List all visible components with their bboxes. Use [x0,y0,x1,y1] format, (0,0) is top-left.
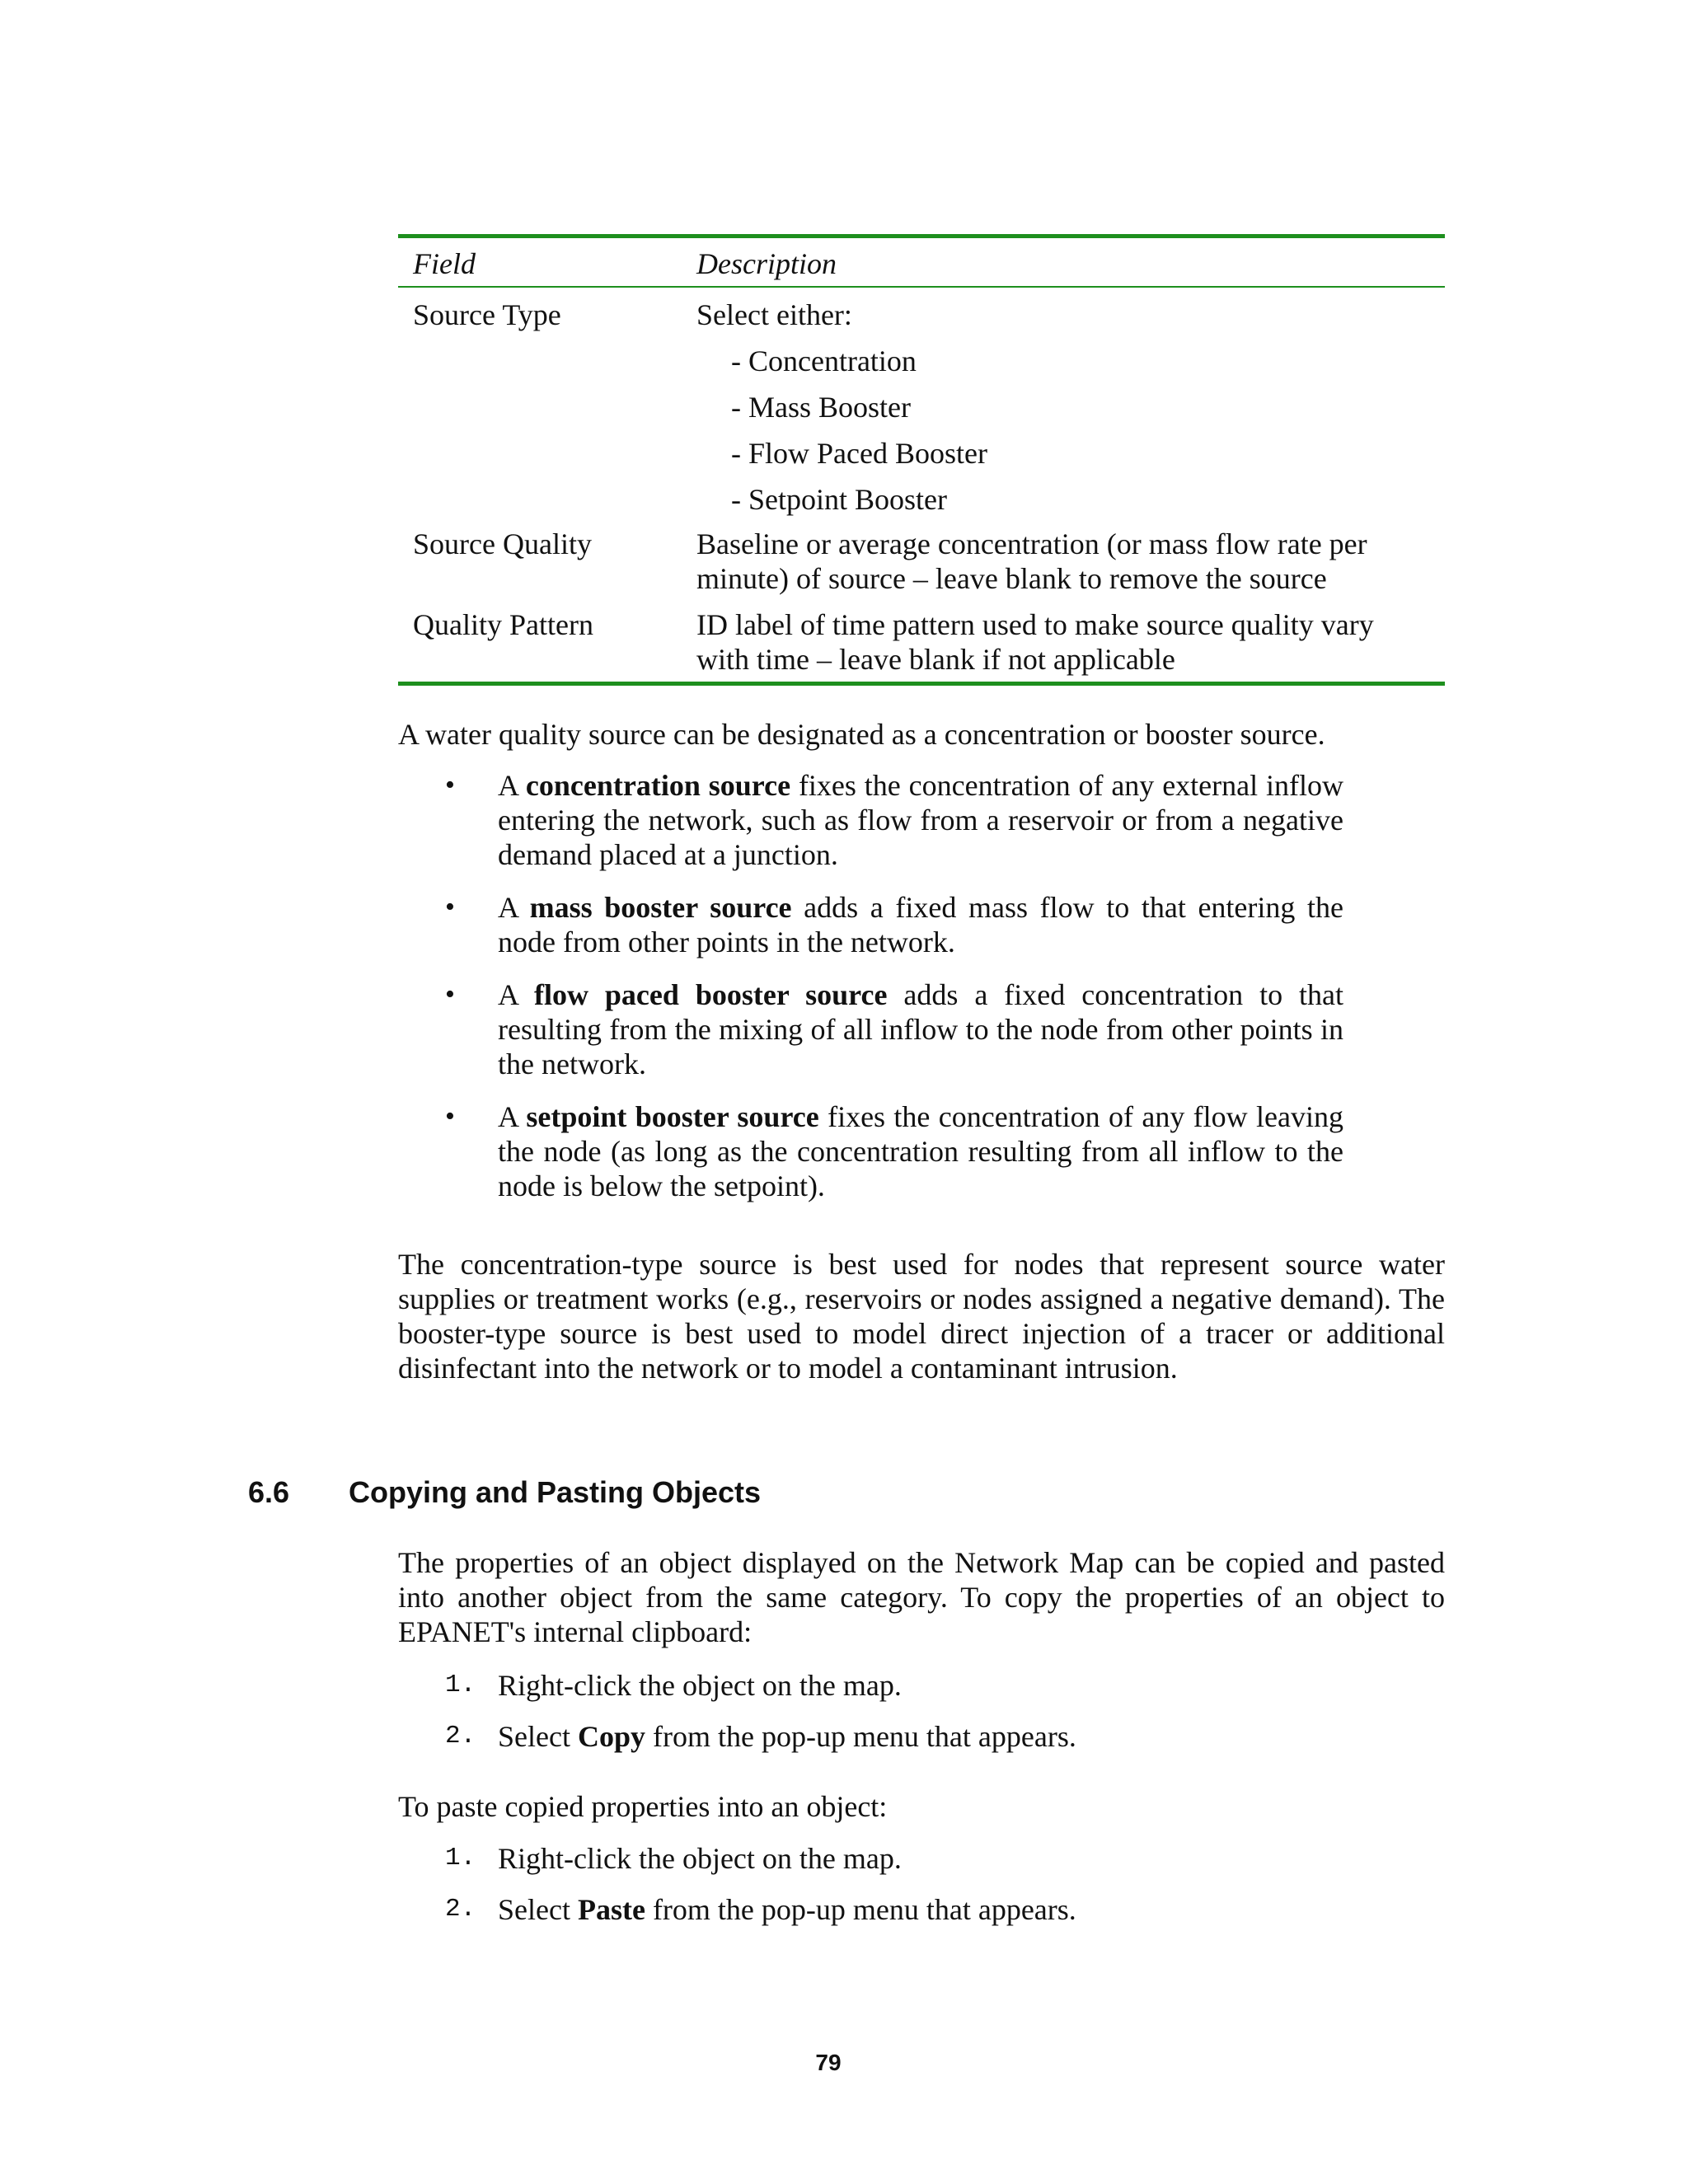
list-item [445,977,1343,1081]
list-item [445,768,1343,872]
source-type-intro: Select either: [696,298,852,331]
bullet-lead: A [498,978,534,1011]
table-bottom-rule [398,682,1445,686]
option-concentration: - Concentration [731,344,917,377]
step-number: 1. [445,1671,476,1699]
table-header-row [398,238,1445,288]
row-description-quality-pattern: ID label of time pattern used to make source quality vary with time – leave blank if not applicable [696,608,1374,676]
bullet-icon: • [445,1101,455,1132]
step-text: Right-click the object on the map. [498,1842,902,1875]
list-item [445,1892,1434,1927]
paste-steps [445,1841,1434,1943]
step-text: Select [498,1893,578,1926]
page-number: 79 [815,2050,842,2075]
list-item [445,1668,1434,1703]
list-item [445,1719,1434,1754]
bullet-term: mass booster source [529,891,792,924]
step-number: 2. [445,1722,476,1750]
section-title: Copying and Pasting Objects [349,1475,762,1509]
row-description-source-quality: Baseline or average concentration (or mass flow rate per minute) of source – leave blank to remove the source [696,527,1367,595]
bullet-lead: A [498,1100,527,1133]
row-field-source-quality: Source Quality [413,527,592,560]
intro-paragraph: A water quality source can be designated as a concentration or booster source. [398,718,1325,751]
bullet-icon: • [445,892,455,922]
step-text: Select [498,1720,578,1753]
option-setpoint-booster: - Setpoint Booster [731,483,947,516]
bullet-lead: A [498,769,526,802]
bullet-icon: • [445,770,455,800]
copy-steps [445,1668,1434,1770]
step-text: Right-click the object on the map. [498,1669,902,1702]
row-field-source-type: Source Type [413,298,561,331]
bullet-term: concentration source [525,769,791,802]
bullet-lead: A [498,891,530,924]
source-fields-table [398,234,1445,686]
table-row [398,517,1445,596]
row-description-source-type [696,298,1445,517]
list-item [445,1841,1434,1876]
paste-paragraph: To paste copied properties into an object: [398,1790,888,1823]
option-mass-booster: - Mass Booster [731,391,911,424]
option-flow-paced-booster: - Flow Paced Booster [731,437,987,470]
bullet-term: flow paced booster source [533,978,888,1011]
bullet-term: setpoint booster source [526,1100,819,1133]
table-row [398,596,1445,682]
concentration-paragraph: The concentration-type source is best used for nodes that represent source water supplies or treatment works (e.g., reservoirs or nodes assigned a negative demand). The booster-type source is best used to model direct injection of a tracer or additional disinfectant into the network or to model a contaminant intrusion. [398,1248,1445,1385]
step-number: 2. [445,1895,476,1924]
source-type-bullets [445,768,1343,1221]
bullet-icon: • [445,979,455,1010]
step-number: 1. [445,1844,476,1872]
list-item [445,890,1343,959]
table-row [398,288,1445,517]
section-number: 6.6 [248,1475,290,1509]
bullet-rest: fixes the concentration of any flow leaving the node (as long as the concentration resulting from all inflow to the node is below the setpoint). [498,1100,1343,1202]
step-text-after: from the pop-up menu that appears. [645,1893,1076,1926]
row-field-quality-pattern: Quality Pattern [413,608,593,641]
list-item [445,1099,1343,1203]
bullet-rest: adds a fixed mass flow to that entering the node from other points in the network. [498,891,1343,958]
step-command: Copy [577,1720,645,1753]
bullet-rest: fixes the concentration of any external inflow entering the network, such as flow from a reservoir or from a negative demand placed at a junction. [498,769,1343,871]
step-command: Paste [577,1893,645,1926]
bullet-rest: adds a fixed concentration to that resulting from the mixing of all inflow to the node from other points in the network. [498,978,1344,1080]
step-text-after: from the pop-up menu that appears. [645,1720,1076,1753]
header-field: Field [413,247,476,280]
copy-paragraph: The properties of an object displayed on the Network Map can be copied and pasted into another object from the same category. To copy the properties of an object to EPANET's internal clipboard: [398,1546,1445,1648]
header-description: Description [696,247,837,280]
section-heading [248,1475,761,1510]
